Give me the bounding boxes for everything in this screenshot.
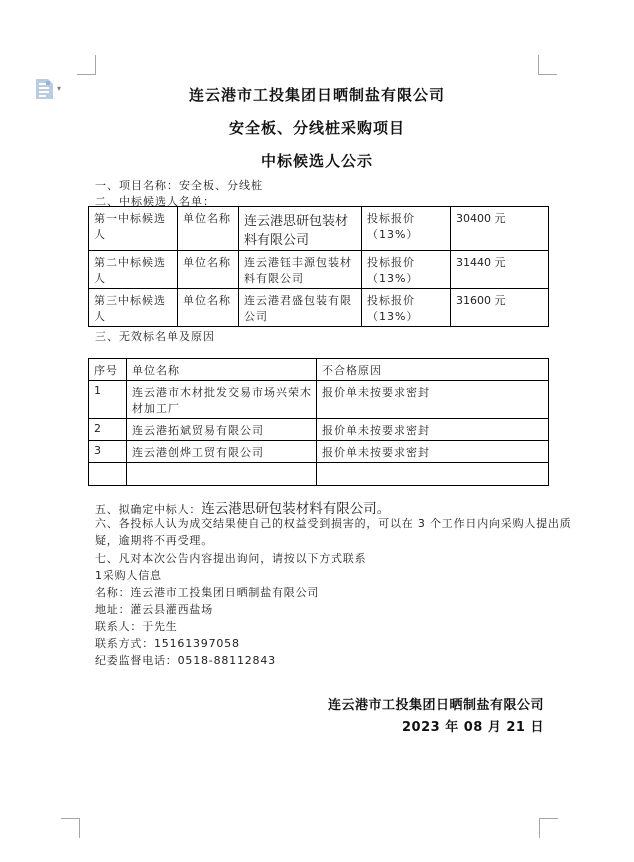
column-header-company: 单位名称 <box>127 359 317 381</box>
section-5-winner-line: 五、拟确定中标人：连云港思研包装材料有限公司。 <box>95 501 391 517</box>
column-header-no: 序号 <box>89 359 127 381</box>
bid-price-value: 30400 元 <box>451 207 549 251</box>
document-title-announcement: 中标候选人公示 <box>260 152 373 170</box>
section-7-contact-heading: 七、凡对本次公告内容提出询问，请按以下方式联系 <box>95 551 367 565</box>
crop-mark-top-left <box>77 55 96 75</box>
candidate-company: 连云港钰丰源包装材料有限公司 <box>239 251 362 289</box>
unit-name-label: 单位名称 <box>178 251 239 289</box>
row-no: 1 <box>89 381 127 419</box>
contact-phone: 联系方式：15161397058 <box>95 637 240 650</box>
invalid-company: 连云港拓斌贸易有限公司 <box>127 419 317 441</box>
signature-date: 2023 年 08 月 21 日 <box>402 720 544 735</box>
candidate-rank: 第二中标候选人 <box>89 251 178 289</box>
dropdown-arrow-icon[interactable]: ▾ <box>57 84 62 93</box>
crop-mark-bottom-right <box>539 818 558 838</box>
invalid-reason: 报价单未按要求密封 <box>317 419 549 441</box>
signature-company: 连云港市工投集团日晒制盐有限公司 <box>327 698 544 713</box>
document-title-project: 安全板、分线桩采购项目 <box>228 119 405 137</box>
document-title-company: 连云港市工投集团日晒制盐有限公司 <box>188 86 445 104</box>
unit-name-label: 单位名称 <box>178 289 239 327</box>
contact-person: 联系人：于先生 <box>95 620 178 633</box>
invalid-reason: 报价单未按要求密封 <box>317 441 549 463</box>
winner-company-name: 连云港思研包装材料有限公司。 <box>201 501 391 517</box>
crop-mark-top-right <box>538 55 557 75</box>
invalid-reason <box>317 463 549 486</box>
table-row <box>89 207 549 251</box>
column-header-reason: 不合格原因 <box>317 359 549 381</box>
row-no: 2 <box>89 419 127 441</box>
table-header-row <box>89 359 549 381</box>
buyer-address: 地址：灌云县灌西盐场 <box>95 603 213 616</box>
section-6-line1: 六、各投标人认为成交结果使自己的权益受到损害的，可以在 3 个工作日内向采购人提出质 <box>95 516 572 530</box>
crop-mark-bottom-left <box>61 818 80 838</box>
candidates-table <box>88 206 549 327</box>
table-row <box>89 441 549 463</box>
buyer-info-heading: 1采购人信息 <box>95 569 162 582</box>
sections-5-6-7 <box>95 497 572 585</box>
invalid-company: 连云港创烨工贸有限公司 <box>127 441 317 463</box>
bid-price-value: 31600 元 <box>451 289 549 327</box>
invalid-company: 连云港市木材批发交易市场兴荣木材加工厂 <box>127 381 317 419</box>
paste-options-button[interactable] <box>36 79 68 101</box>
section-6-line2: 疑，逾期将不再受理。 <box>95 534 213 547</box>
table-row <box>89 251 549 289</box>
table-row <box>89 419 549 441</box>
bid-price-value: 31440 元 <box>451 251 549 289</box>
invalid-bids-table <box>88 358 549 486</box>
invalid-reason: 报价单未按要求密封 <box>317 381 549 419</box>
table-row-empty <box>89 463 549 486</box>
buyer-contact-block <box>95 584 319 669</box>
bid-price-label: 投标报价（13%） <box>362 251 451 289</box>
signature-block <box>328 694 544 738</box>
bid-price-label: 投标报价（13%） <box>362 289 451 327</box>
paste-options-document-icon <box>36 79 53 99</box>
candidate-company: 连云港君盛包装有限公司 <box>239 289 362 327</box>
row-no <box>89 463 127 486</box>
table-row <box>89 381 549 419</box>
section-3-invalid-bids-heading: 三、无效标名单及原因 <box>95 330 215 343</box>
row-no: 3 <box>89 441 127 463</box>
candidate-rank: 第三中标候选人 <box>89 289 178 327</box>
section-1-project-name: 一、项目名称：安全板、分线桩 <box>95 179 263 192</box>
candidate-company: 连云港思研包装材料有限公司 <box>239 207 362 251</box>
candidate-rank: 第一中标候选人 <box>89 207 178 251</box>
supervision-phone: 纪委监督电话：0518-88112843 <box>95 654 276 667</box>
unit-name-label: 单位名称 <box>178 207 239 251</box>
table-row <box>89 289 549 327</box>
bid-price-label: 投标报价（13%） <box>362 207 451 251</box>
section-2-candidates-heading: 二、中标候选人名单： <box>95 195 215 208</box>
invalid-company <box>127 463 317 486</box>
buyer-name: 名称：连云港市工投集团日晒制盐有限公司 <box>95 586 320 599</box>
